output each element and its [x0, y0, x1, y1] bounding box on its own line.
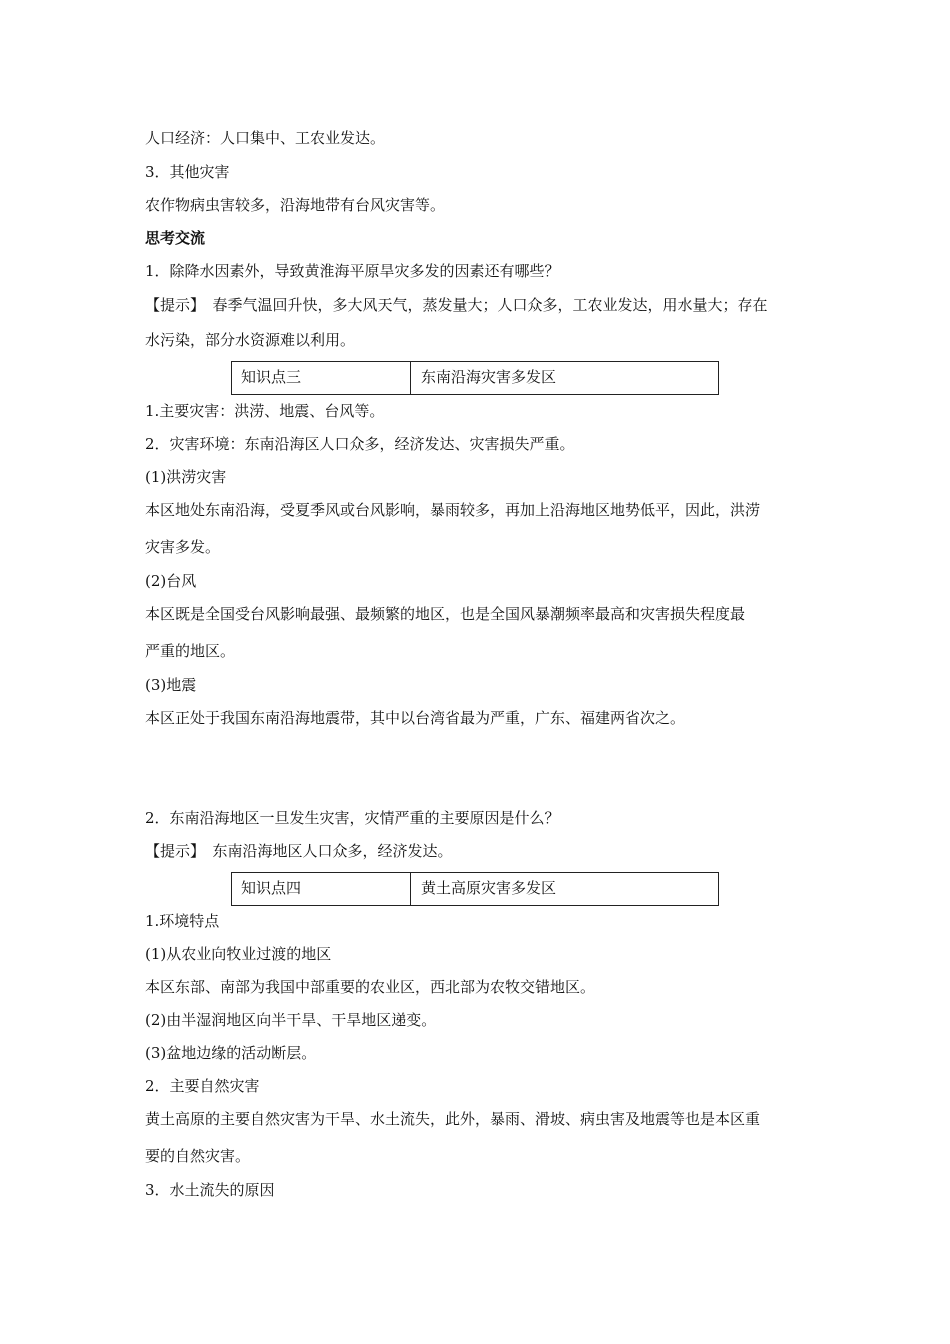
table-cell-label: 知识点四 [241, 879, 302, 897]
question-line: 2．东南沿海地区一旦发生灾害，灾情严重的主要原因是什么？ [145, 809, 560, 827]
section-heading: 思考交流 [145, 229, 206, 247]
table-cell-title: 黄土高原灾害多发区 [421, 879, 557, 897]
paragraph-line: 灾害多发。 [145, 538, 221, 556]
sub-heading: (3)盆地边缘的活动断层。 [145, 1044, 317, 1062]
text-line: 人口经济：人口集中、工农业发达。 [145, 129, 386, 147]
sub-heading: (3)地震 [145, 676, 197, 694]
paragraph-line: 要的自然灾害。 [145, 1147, 251, 1165]
sub-heading: (2)台风 [145, 572, 197, 590]
paragraph-line: 本区地处东南沿海，受夏季风或台风影响，暴雨较多，再加上沿海地区地势低平，因此，洪涝 [145, 501, 761, 519]
item-heading: 1.环境特点 [145, 912, 220, 930]
item-heading: 2．主要自然灾害 [145, 1077, 260, 1095]
text-line: 本区东部、南部为我国中部重要的农业区，西北部为农牧交错地区。 [145, 978, 596, 996]
table-cell-title: 东南沿海灾害多发区 [421, 368, 557, 386]
table-cell-label: 知识点三 [241, 368, 302, 386]
text-line: 1.主要灾害：洪涝、地震、台风等。 [145, 402, 385, 420]
paragraph-line: 本区正处于我国东南沿海地震带，其中以台湾省最为严重，广东、福建两省次之。 [145, 709, 686, 727]
sub-heading: (1)洪涝灾害 [145, 468, 227, 486]
text-line: 农作物病虫害较多，沿海地带有台风灾害等。 [145, 196, 446, 214]
sub-heading: (2)由半湿润地区向半干旱、干旱地区递变。 [145, 1011, 437, 1029]
hint-line-continued: 水污染，部分水资源难以利用。 [145, 331, 356, 349]
question-line: 1．除降水因素外，导致黄淮海平原旱灾多发的因素还有哪些？ [145, 262, 560, 280]
hint-line: 【提示】 春季气温回升快，多大风天气，蒸发量大；人口众多，工农业发达，用水量大；存在 [145, 296, 768, 314]
paragraph-line: 严重的地区。 [145, 642, 236, 660]
paragraph-line: 黄土高原的主要自然灾害为干旱、水土流失，此外，暴雨、滑坡、病虫害及地震等也是本区重 [145, 1110, 761, 1128]
text-line: 2．灾害环境：东南沿海区人口众多，经济发达、灾害损失严重。 [145, 435, 575, 453]
knowledge-point-table [231, 361, 719, 395]
knowledge-point-table [231, 872, 719, 906]
sub-heading: (1)从农业向牧业过渡的地区 [145, 945, 332, 963]
paragraph-line: 本区既是全国受台风影响最强、最频繁的地区，也是全国风暴潮频率最高和灾害损失程度最 [145, 605, 746, 623]
item-heading: 3．其他灾害 [145, 163, 230, 181]
item-heading: 3．水土流失的原因 [145, 1181, 275, 1199]
hint-line: 【提示】 东南沿海地区人口众多，经济发达。 [145, 842, 453, 860]
